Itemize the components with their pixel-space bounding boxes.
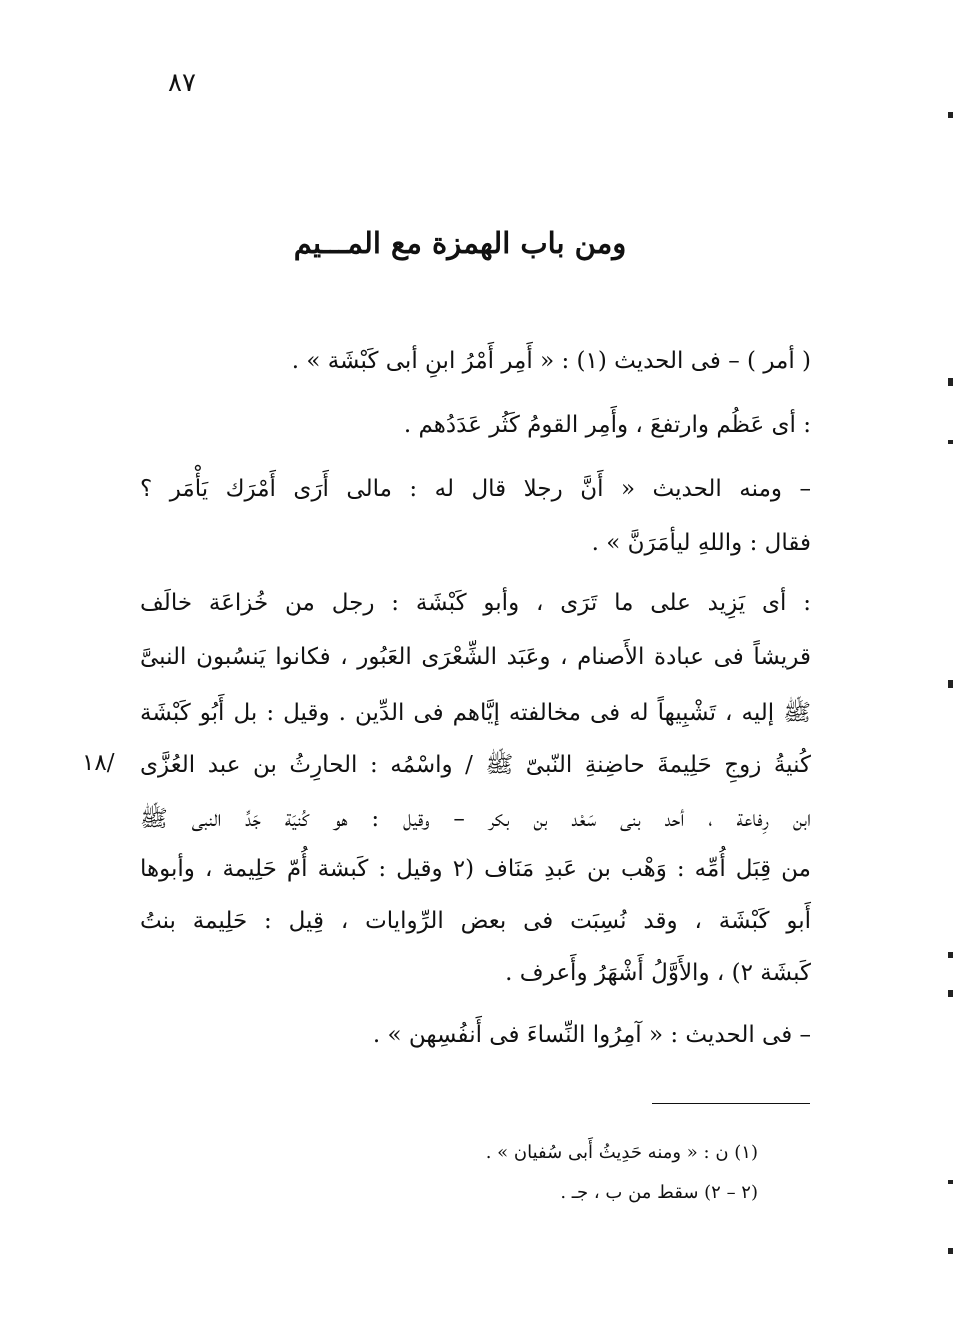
footnote-divider	[652, 1103, 810, 1104]
scan-edge-mark	[948, 440, 953, 444]
scan-edge-mark	[948, 378, 953, 386]
chapter-title: ومن باب الهمزة مع المـــيم	[293, 226, 627, 260]
scan-edge-mark	[948, 1248, 953, 1254]
margin-folio-note: /١٨	[82, 750, 115, 776]
body-line: – ومنه الحديث « أَنَّ رجلا قال له : مالى أَرَى أَمْرَك يَأْمَر ؟	[140, 476, 811, 502]
scan-edge-mark	[948, 952, 953, 958]
page-number: ٨٧	[168, 68, 196, 98]
body-line: كَبشَة ٢) ، والأَوَّلُ أَشْهَرُ وأَعرف .	[505, 960, 811, 986]
scan-edge-mark	[948, 1180, 953, 1184]
body-line: فقال : واللهِ ليأمَرَنَّ » .	[591, 530, 811, 556]
body-line: – فى الحديث : « آمِرُوا النِّساءَ فى أَنفُسِهن » .	[372, 1022, 811, 1048]
body-line: : أى يَزِيد على ما تَرَى ، وأبو كَبْشَة : رجل من خُزاعَة خالَف	[140, 590, 811, 616]
footnote: (١) ن : « ومنه حَدِيثُ أَبى سُفيان » .	[485, 1142, 758, 1163]
entry-heading-line: ( أمر ) – فى الحديث (١) : « أَمِر أَمْرُ ابنِ أبى كَبْشَة » .	[291, 348, 811, 374]
body-line: أَبو كَبْشَة ، وقد نُسِبَت فى بعض الرِّوايات ، قِيل : حَلِيمة بنتُ	[140, 908, 811, 934]
body-line: : أى عَظُم وارتفعَ ، وأَمِر القومُ كَثُر عَدَدُهم .	[403, 412, 811, 438]
footnote: (٢ – ٢) سقط من ب ، جـ .	[560, 1182, 758, 1203]
body-line: من قِبَل أُمِّه : وَهْب بن عَبدِ مَنَاف (٢ وقيل : كَبشة أُمّ حَلِيمة ، وأبوها	[140, 856, 812, 882]
scan-edge-mark	[948, 680, 953, 688]
scan-edge-mark	[948, 990, 953, 997]
body-line: قريشاً فى عبادة الأَصنام ، وعَبَد الشِّعْرَى العَبُور ، فكانوا يَنسُبون النبىَّ	[140, 644, 811, 670]
body-line: كُنيةُ زوجِ حَلِيمةَ حاضِنةِ النّبىّ ﷺ / واسْمُه : الحارِثُ بن عبد العُزَّى	[140, 752, 811, 778]
scan-edge-mark	[948, 112, 953, 118]
body-line: ابن رِفاعة ، أحد بنى سَعْد بن بكر – وقيل : هو كُنيَة جَدِّ النبى ﷺ	[140, 806, 811, 832]
body-line: ﷺ إليه ، تَشْبِيهاً له فى مخالفته إيَّاهم فى الدِّين . وقيل : بل أَبُو كَبْشَة	[140, 700, 812, 726]
